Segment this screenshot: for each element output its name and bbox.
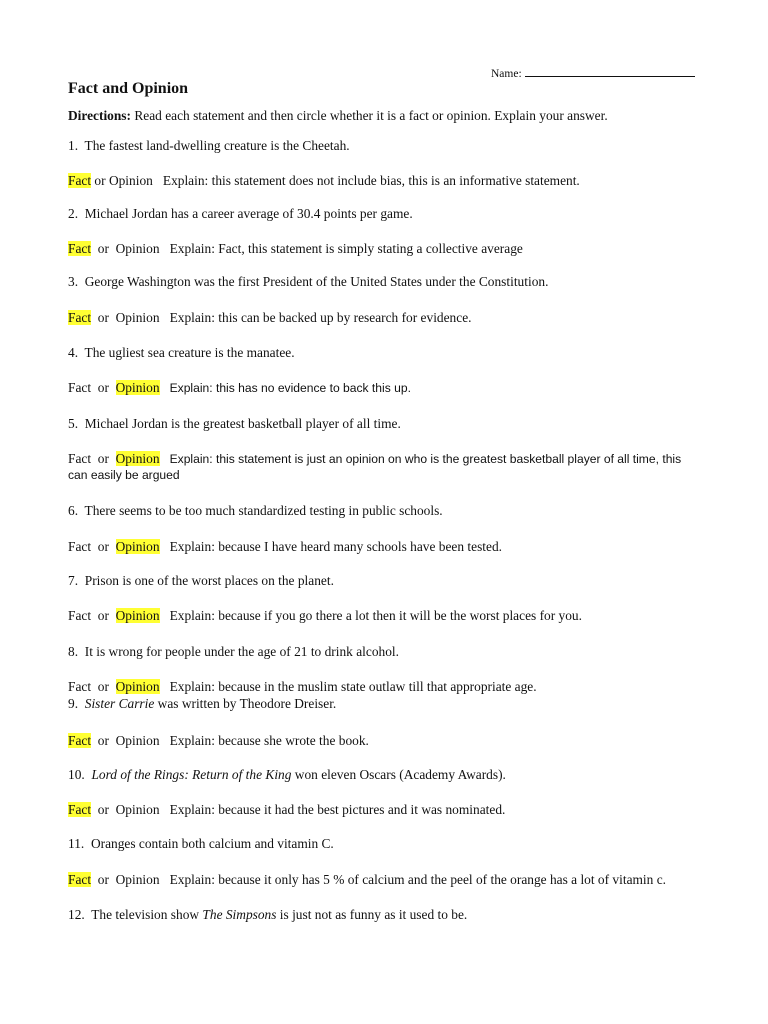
directions-label: Directions: — [68, 108, 131, 123]
or-word: or — [97, 679, 109, 694]
answer-2 — [68, 241, 523, 257]
or-word: or — [94, 173, 106, 188]
statement-text: Michael Jordan is the greatest basketball player of all time. — [84, 416, 401, 431]
answer-7 — [68, 608, 582, 624]
answer-4 — [68, 380, 411, 396]
statement-text: The ugliest sea creature is the manatee. — [84, 345, 295, 360]
directions-text: Read each statement and then circle whether it is a fact or opinion. Explain your answer. — [130, 108, 608, 123]
statement-text: The fastest land-dwelling creature is the Cheetah. — [84, 138, 350, 153]
statement-4 — [68, 345, 295, 361]
statement-text: George Washington was the first President of the United States under the Constitution. — [84, 274, 549, 289]
statement-2 — [68, 206, 413, 222]
statement-text: Michael Jordan has a career average of 30.4 points per game. — [84, 206, 413, 221]
statement-6 — [68, 503, 443, 519]
statement-number: 2. — [68, 206, 79, 221]
statement-1 — [68, 138, 350, 154]
statement-11 — [68, 836, 334, 852]
or-word: or — [97, 802, 109, 817]
statement-title-italic: Lord of the Rings: Return of the King — [91, 767, 292, 782]
or-word: or — [97, 380, 109, 395]
statement-number: 9. — [68, 696, 79, 711]
statement-number: 4. — [68, 345, 79, 360]
answer-8 — [68, 679, 537, 695]
explanation: Explain: this statement does not include bias, this is an informative statement. — [162, 173, 580, 188]
opinion-choice-selected[interactable]: Opinion — [115, 608, 160, 623]
answer-9 — [68, 733, 369, 749]
or-word: or — [97, 872, 109, 887]
answer-3 — [68, 310, 471, 326]
fact-choice-selected[interactable]: Fact — [68, 241, 92, 256]
statement-number: 1. — [68, 138, 79, 153]
explanation: Explain: this statement is just an opinion on who is the greatest basketball player of all time, this can easily be argued — [68, 452, 682, 482]
fact-choice-selected[interactable]: Fact — [68, 173, 92, 188]
statement-9 — [68, 696, 336, 712]
statement-10 — [68, 767, 506, 783]
explanation: Explain: because she wrote the book. — [169, 733, 369, 748]
fact-choice-selected[interactable]: Fact — [68, 733, 92, 748]
or-word: or — [97, 310, 109, 325]
fact-choice-selected[interactable]: Fact — [68, 802, 92, 817]
fact-choice[interactable]: Fact — [68, 451, 92, 466]
answer-6 — [68, 539, 502, 555]
answer-5 — [68, 451, 700, 483]
or-word: or — [97, 451, 109, 466]
or-word: or — [97, 733, 109, 748]
statement-number: 6. — [68, 503, 79, 518]
statement-text: was written by Theodore Dreiser. — [154, 696, 337, 711]
statement-title-italic: The Simpsons — [202, 907, 277, 922]
explanation: Explain: this has no evidence to back this up. — [169, 381, 411, 395]
statement-5 — [68, 416, 401, 432]
name-field — [491, 65, 695, 80]
answer-11 — [68, 872, 700, 888]
answer-10 — [68, 802, 505, 818]
opinion-choice-selected[interactable]: Opinion — [115, 451, 160, 466]
explanation: Explain: because it only has 5 % of calcium and the peel of the orange has a lot of vitamin c. — [169, 872, 666, 887]
explanation: Explain: because if you go there a lot then it will be the worst places for you. — [169, 608, 582, 623]
fact-choice-selected[interactable]: Fact — [68, 872, 92, 887]
answer-1 — [68, 173, 580, 189]
explanation: Explain: this can be backed up by research for evidence. — [169, 310, 472, 325]
explanation: Explain: because it had the best pictures and it was nominated. — [169, 802, 506, 817]
statement-number: 10. — [68, 767, 85, 782]
opinion-choice-selected[interactable]: Opinion — [115, 380, 160, 395]
opinion-choice-selected[interactable]: Opinion — [115, 539, 160, 554]
opinion-choice[interactable]: Opinion — [115, 872, 160, 887]
statement-number: 3. — [68, 274, 79, 289]
name-blank-line[interactable] — [525, 65, 695, 77]
opinion-choice[interactable]: Opinion — [115, 733, 160, 748]
statement-12 — [68, 907, 467, 923]
opinion-choice[interactable]: Opinion — [115, 802, 160, 817]
directions — [68, 108, 608, 124]
statement-text-end: is just not as funny as it used to be. — [276, 907, 468, 922]
statement-3 — [68, 274, 548, 290]
or-word: or — [97, 241, 109, 256]
statement-8 — [68, 644, 399, 660]
fact-choice[interactable]: Fact — [68, 539, 92, 554]
statement-number: 12. — [68, 907, 85, 922]
explanation: Explain: because in the muslim state outlaw till that appropriate age. — [169, 679, 537, 694]
statement-number: 11. — [68, 836, 85, 851]
opinion-choice[interactable]: Opinion — [108, 173, 153, 188]
opinion-choice-selected[interactable]: Opinion — [115, 679, 160, 694]
fact-choice-selected[interactable]: Fact — [68, 310, 92, 325]
or-word: or — [97, 608, 109, 623]
explanation: Explain: because I have heard many schools have been tested. — [169, 539, 502, 554]
statement-number: 8. — [68, 644, 79, 659]
statement-number: 7. — [68, 573, 79, 588]
fact-choice[interactable]: Fact — [68, 380, 92, 395]
statement-text: Prison is one of the worst places on the planet. — [84, 573, 334, 588]
statement-7 — [68, 573, 334, 589]
statement-title-italic: Sister Carrie — [84, 696, 155, 711]
opinion-choice[interactable]: Opinion — [115, 241, 160, 256]
explanation: Explain: Fact, this statement is simply stating a collective average — [169, 241, 523, 256]
statement-text: There seems to be too much standardized testing in public schools. — [84, 503, 443, 518]
statement-text: Oranges contain both calcium and vitamin C. — [90, 836, 334, 851]
statement-text: It is wrong for people under the age of 21 to drink alcohol. — [84, 644, 399, 659]
name-label: Name: — [491, 68, 522, 80]
statement-text: The television show — [91, 907, 203, 922]
or-word: or — [97, 539, 109, 554]
fact-choice[interactable]: Fact — [68, 608, 92, 623]
page-title: Fact and Opinion — [68, 80, 189, 97]
statement-text: won eleven Oscars (Academy Awards). — [291, 767, 506, 782]
statement-number: 5. — [68, 416, 79, 431]
fact-choice[interactable]: Fact — [68, 679, 92, 694]
opinion-choice[interactable]: Opinion — [115, 310, 160, 325]
